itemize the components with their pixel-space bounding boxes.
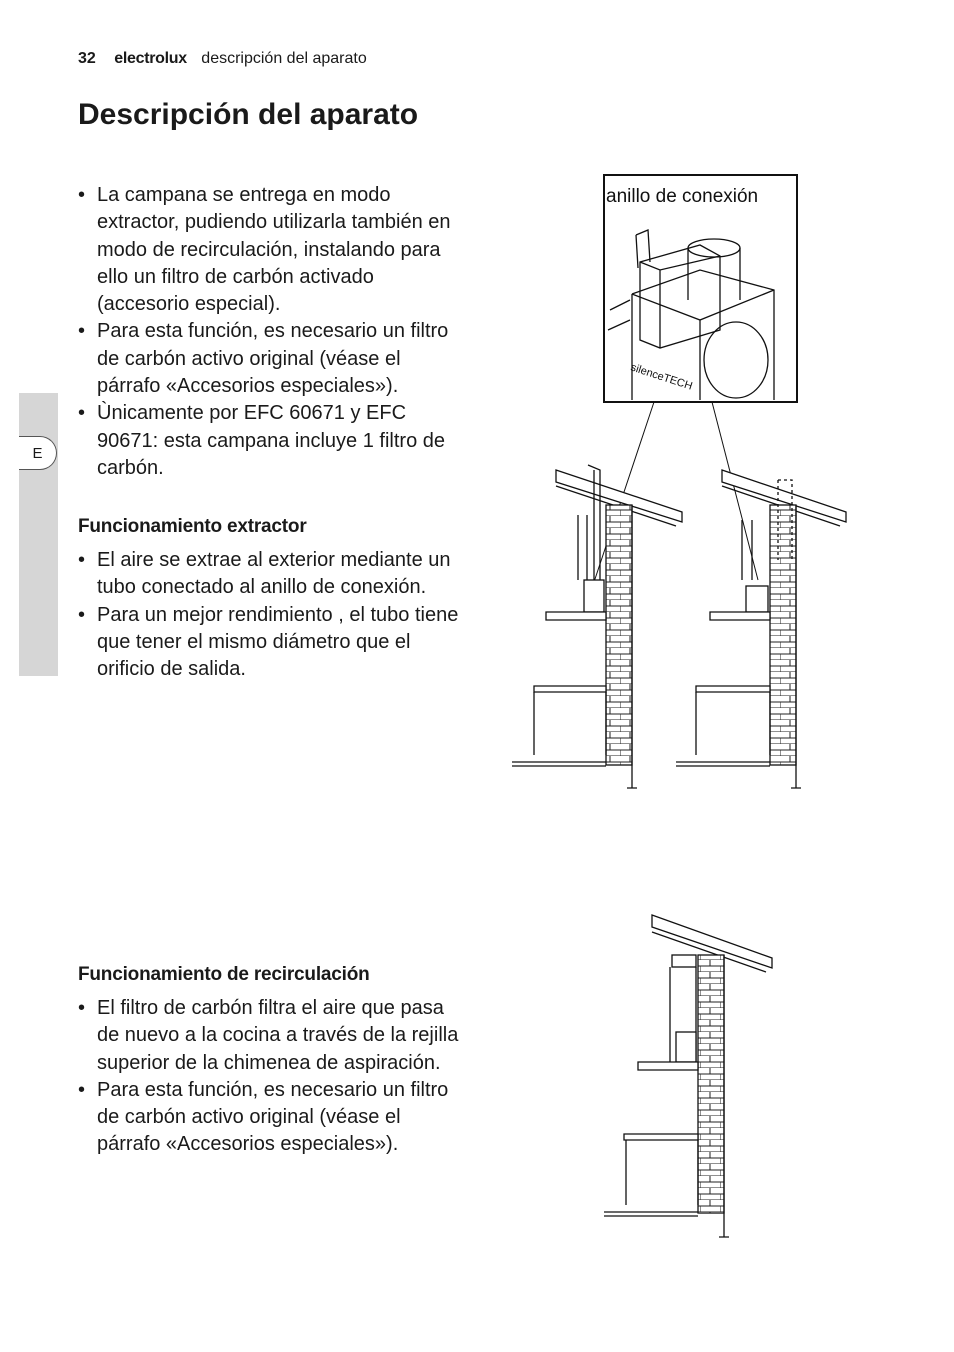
installation-left bbox=[512, 465, 682, 788]
recirculation-bullet-2: • Para esta función, es necesario un filtro de carbón activo original (véase el párrafo «Accesorios especiales»). bbox=[78, 1077, 463, 1159]
connection-ring-label: anillo de conexión bbox=[606, 186, 759, 207]
extractor-bullet-2: • Para un mejor rendimiento , el tubo tiene que tener el mismo diámetro que el orificio de salida. bbox=[78, 602, 463, 684]
extractor-bullet-1: • El aire se extrae al exterior mediante un tubo conectado al anillo de conexión. bbox=[78, 547, 463, 602]
installation-recirculation bbox=[604, 915, 772, 1237]
brand-name: electrolux bbox=[114, 50, 187, 67]
section-name: descripción del aparato bbox=[201, 50, 367, 67]
intro-bullet-1: • La campana se entrega en modo extractor, pudiendo utilizarla también en modo de recirculación, instalando para ello un filtro de carbón activado (accesorio especial). bbox=[78, 182, 463, 318]
language-marker: E bbox=[19, 436, 57, 470]
page-title: Descripción del aparato bbox=[78, 98, 419, 131]
page-number: 32 bbox=[78, 50, 96, 67]
model-note-text: esta campana incluye 1 filtro de carbón. bbox=[97, 429, 445, 479]
hood-detail-box bbox=[604, 175, 797, 402]
installation-right bbox=[676, 470, 846, 788]
extractor-heading: Funcionamiento extractor bbox=[78, 516, 307, 537]
recirculation-bullet-1: • El filtro de carbón filtra el aire que pasa de nuevo a la cocina a través de la rejilla superior de la chimenea de aspiración. bbox=[78, 995, 463, 1077]
model-note-prefix: Ùnicamente por EFC 60671 y EFC 90671: bbox=[97, 402, 407, 452]
motor-brand-label: silenceTECH bbox=[629, 361, 694, 393]
recirculation-heading: Funcionamiento de recirculación bbox=[78, 964, 370, 985]
intro-bullet-2: • Para esta función, es necesario un filtro de carbón activo original (véase el párrafo «Accesorios especiales»). bbox=[78, 318, 463, 400]
